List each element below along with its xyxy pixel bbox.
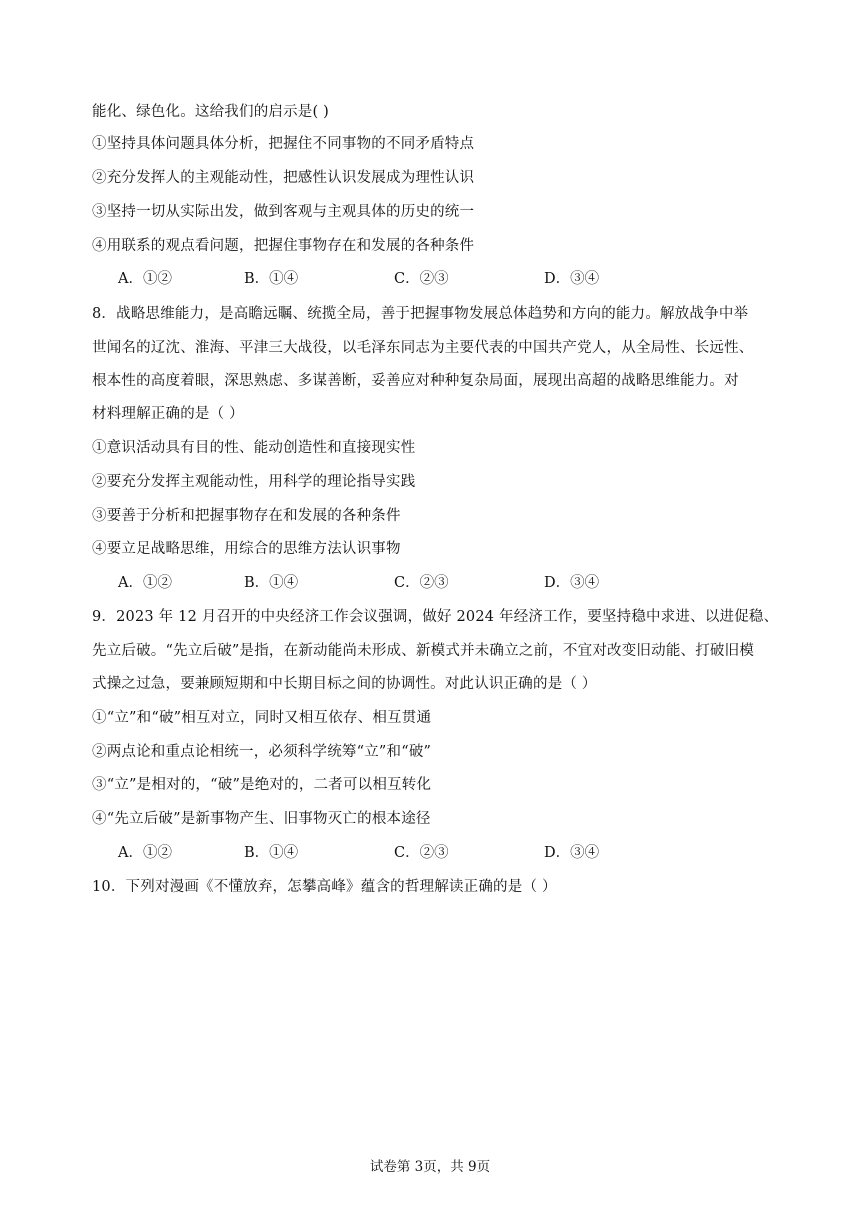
q8-options: [118, 573, 718, 593]
q8-option-a[interactable]: A．①②: [118, 575, 172, 591]
q7-option-b[interactable]: B．①④: [244, 271, 299, 287]
q9-choice-3: ③“立”是相对的，“破”是绝对的，二者可以相互转化: [92, 777, 432, 793]
q8-choice-4: ④要立足战略思维，用综合的思维方法认识事物: [92, 541, 401, 557]
q10-stem: 10．下列对漫画《不懂放弃，怎攀高峰》蕴含的哲理解读正确的是（ ）: [92, 879, 557, 895]
q9-option-c[interactable]: C．②③: [394, 845, 449, 861]
q9-stem-line-3: 式操之过急，要兼顾短期和中长期目标之间的协调性。对此认识正确的是（ ）: [92, 676, 597, 692]
q7-choice-2: ②充分发挥人的主观能动性，把感性认识发展成为理性认识: [92, 170, 475, 186]
q8-stem-line-1: 8．战略思维能力，是高瞻远瞩、统揽全局，善于把握事物发展总体趋势和方向的能力。解放战争中举: [92, 306, 749, 322]
q7-stem-tail: 能化、绿色化。这给我们的启示是( ): [92, 104, 330, 120]
q9-options: [118, 843, 718, 863]
q8-stem-line-4: 材料理解正确的是（ ）: [92, 406, 244, 422]
q9-option-a[interactable]: A．①②: [118, 845, 172, 861]
q8-option-d[interactable]: D．③④: [544, 575, 600, 591]
q8-option-b[interactable]: B．①④: [244, 575, 299, 591]
q8-option-c[interactable]: C．②③: [394, 575, 449, 591]
page-footer: 试卷第 3页，共 9页: [369, 1159, 491, 1175]
q8-stem-line-3: 根本性的高度着眼，深思熟虑、多谋善断，妥善应对种种复杂局面，展现出高超的战略思维能力。对: [92, 373, 739, 389]
q8-choice-1: ①意识活动具有目的性、能动创造性和直接现实性: [92, 440, 416, 456]
q7-choice-4: ④用联系的观点看问题，把握住事物存在和发展的各种条件: [92, 238, 475, 254]
q8-choice-3: ③要善于分析和把握事物存在和发展的各种条件: [92, 508, 401, 524]
q7-option-a[interactable]: A．①②: [118, 271, 172, 287]
q9-choice-2: ②两点论和重点论相统一，必须科学统筹“立”和“破”: [92, 744, 432, 760]
q9-stem-line-2: 先立后破。“先立后破”是指，在新动能尚未形成、新模式并未确立之前，不宜对改变旧动能、打破旧模: [92, 643, 755, 659]
q8-stem-line-2: 世闻名的辽沈、淮海、平津三大战役，以毛泽东同志为主要代表的中国共产党人，从全局性、长远性、: [92, 340, 754, 356]
q8-choice-2: ②要充分发挥主观能动性，用科学的理论指导实践: [92, 474, 416, 490]
q7-choice-3: ③坚持一切从实际出发，做到客观与主观具体的历史的统一: [92, 204, 475, 220]
q7-choice-1: ①坚持具体问题具体分析，把握住不同事物的不同矛盾特点: [92, 136, 475, 152]
q9-choice-1: ①“立”和“破”相互对立，同时又相互依存、相互贯通: [92, 710, 432, 726]
q7-option-c[interactable]: C．②③: [394, 271, 449, 287]
q7-option-d[interactable]: D．③④: [544, 271, 600, 287]
q9-option-d[interactable]: D．③④: [544, 845, 600, 861]
q7-options: [118, 269, 718, 289]
q9-stem-line-1: 9．2023 年 12 月召开的中央经济工作会议强调，做好 2024 年经济工作，要坚持稳中求进、以进促稳、: [92, 609, 779, 625]
q9-option-b[interactable]: B．①④: [244, 845, 299, 861]
q9-choice-4: ④“先立后破”是新事物产生、旧事物灭亡的根本途径: [92, 811, 431, 827]
